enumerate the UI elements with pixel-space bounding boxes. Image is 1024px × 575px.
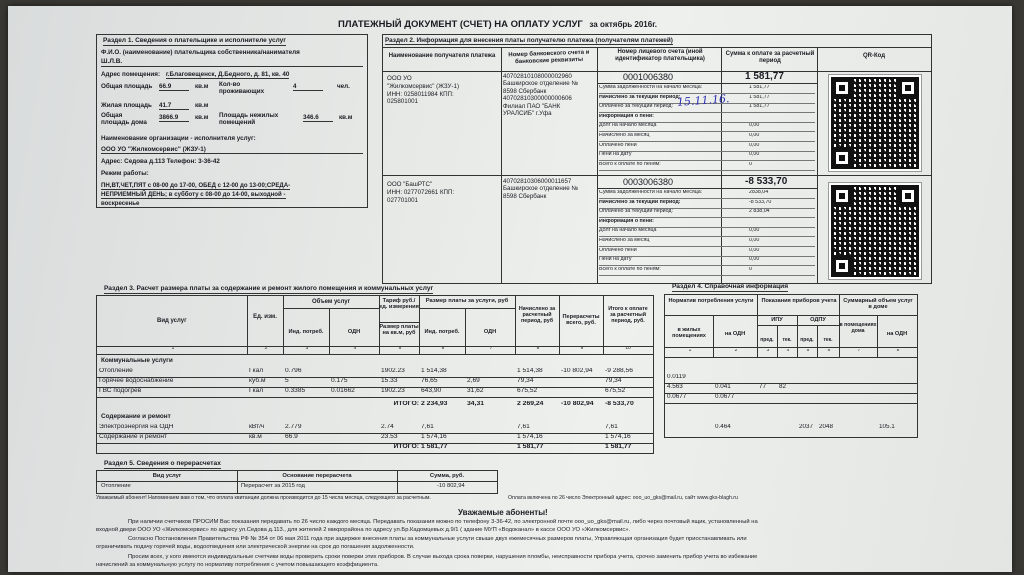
table-cell: 2037 xyxy=(799,424,814,430)
table-cell: кв.м xyxy=(249,434,262,440)
bank-line: УРАЛСИБ" г.Уфа xyxy=(503,110,552,118)
table-cell: 79,34 xyxy=(605,378,622,384)
table-cell: 79,34 xyxy=(517,378,534,384)
detail-value: 2 838,04 xyxy=(749,209,770,215)
col-total-volume-header: Суммарный объем услуг в доме xyxy=(843,298,913,311)
total-value: -8 533,70 xyxy=(605,401,634,407)
section-5-title: Раздел 5. Сведения о перерасчетах xyxy=(104,460,221,467)
detail-label: Начислено за месяц xyxy=(599,133,650,138)
detail-value: 1 581,77 xyxy=(749,85,770,90)
unit-chel: чел. xyxy=(337,83,350,90)
detail-label: Пени на дату xyxy=(599,152,632,158)
recipient-line: ИНН: 0277072661 КПП: xyxy=(387,188,455,196)
table-cell: 1902.23 xyxy=(381,368,405,374)
work-mode-label: Режим работы: xyxy=(101,170,149,177)
note-paragraph: При наличии счетчиков ПРОСИМ Вас показания передавать по 26 число каждого месяца. Передавать показания можно по телефону 3-36-42, по электронной почте ooo_uo_gks@mail.ru, либо через почтовый ящик, установленный на xyxy=(128,519,758,525)
table-cell: 1 574,16 xyxy=(421,434,447,440)
table-cell: 66.9 xyxy=(285,434,298,440)
detail-label: Оплачено за текущий период: xyxy=(599,104,673,110)
detail-label: Оплачено за текущий период: xyxy=(599,209,673,215)
bank-line: Филиал ПАО "БАНК xyxy=(503,102,561,110)
col-pay-header: Размер платы за услуги, руб xyxy=(425,298,509,304)
group-maintenance-title: Содержание и ремонт xyxy=(101,413,171,420)
note-paragraph: Просим всех, у кого имеются индивидуальные счетчики воды проверить сроки поверки этих приборов. В случае выхода срока поверки, нарушения пломбы, неисправности прибора учета, срочно заменить прибор учета во избежание xyxy=(128,554,758,560)
unit-kvm: кв.м xyxy=(195,114,209,121)
column-number: 5 xyxy=(398,347,402,351)
section-1 xyxy=(96,34,368,208)
note-deadline: Уважаемый абонент! Напоминаем вам о том, что оплата квитанции должна производится до 15 числа месяца, следующего за расчетным. xyxy=(96,495,431,501)
detail-value: -8 533,70 xyxy=(749,199,772,205)
org-name: ООО УО "Жилкомсервис" (ЖЗУ-1) xyxy=(101,147,363,154)
detail-value: 1 581,77 xyxy=(749,94,770,100)
section-4-title: Раздел 4. Справочная информация xyxy=(672,283,789,290)
table-cell: 2.74 xyxy=(381,424,394,430)
detail-value: 0,00 xyxy=(749,133,760,138)
col-tariff-header: Тариф руб./ед. измерения xyxy=(379,298,419,311)
unit-kvm: кв.м xyxy=(339,114,353,121)
bank-line: 40702810108000002960 xyxy=(503,73,572,80)
group-utilities-title: Коммунальные услуги xyxy=(101,357,173,364)
note-paragraph: Согласно Постановления Правительства РФ № 354 от 06 мая 2011 года при задержке внесения платы за коммунальные услуги свыше двух ежемесячных размеров платы, Управляющая организация будет приостанавливать или xyxy=(128,536,747,542)
table-cell: 7,61 xyxy=(605,424,618,430)
detail-value: 0,00 xyxy=(749,228,760,234)
section-1-title: Раздел 1. Сведения о плательщике и исполнителе услуг xyxy=(103,37,286,44)
account-number-2: 0003006380 xyxy=(623,177,674,187)
table-cell: 2048 xyxy=(819,424,834,430)
col-total-header: Итого к оплате за расчетный период, руб. xyxy=(608,306,648,325)
detail-label: Оплачено пени xyxy=(599,142,637,148)
note-paragraph: ограничивать подачу горячей воды, водоотведения или электрической энергии на срок до погашения задолженности. xyxy=(96,544,415,550)
column-number: 8 xyxy=(536,347,540,351)
payer-name: Ш.Л.В. xyxy=(101,59,363,67)
table-cell: 15.33 xyxy=(381,378,398,384)
column-number: 1 xyxy=(688,349,692,353)
bank-line: 40702810300000000606 xyxy=(503,95,572,103)
area-house-label: Общая площадь дома xyxy=(101,112,147,126)
sum-to-pay-1: 1 581,77 xyxy=(745,71,784,82)
table-cell: ГВС подогрев xyxy=(99,388,142,394)
table-cell: 7,61 xyxy=(517,424,530,430)
col-odpu: ОДПУ xyxy=(810,317,826,323)
col-volume-odn: ОДН xyxy=(347,329,361,335)
col-sum-header: Сумма к оплате за расчетный период xyxy=(725,51,815,64)
org-address: Адрес: Седова д.113 Телефон: 3-36-42 xyxy=(101,158,220,165)
table-cell: 1902.23 xyxy=(381,388,405,394)
area-total-value: 66.9 xyxy=(159,84,189,91)
s4-electricity-row xyxy=(665,423,917,433)
col-accrued-header: Начислено за расчетный период, руб xyxy=(518,306,556,325)
note-paragraph: начислений за коммунальную услугу по нормативу потребления с учетом повышающего коэффициента. xyxy=(96,562,379,568)
column-number: 4 xyxy=(353,347,357,351)
total-value: 2 269,24 xyxy=(517,401,544,407)
s5-sum: -10 802,94 xyxy=(437,483,465,489)
bank-line: Башкирское отделение № xyxy=(503,185,579,193)
table-cell: Отопление xyxy=(99,368,133,374)
col-meter-header: Показания приборов учета xyxy=(761,298,837,304)
people-label: Кол-во проживающих xyxy=(219,81,265,95)
column-number: 2 xyxy=(264,347,268,351)
bank-line: 8598 Сбербанк xyxy=(503,192,547,200)
column-number: 3 xyxy=(305,347,309,351)
recipient-1 xyxy=(387,75,459,106)
org-label: Наименование организации - исполнителя услуг: xyxy=(101,135,256,142)
table-cell: 1 574,16 xyxy=(605,434,631,440)
table-cell: 0.464 xyxy=(715,424,731,430)
detail-label: Всего к оплате по пеням: xyxy=(599,266,661,272)
table-cell: 643,90 xyxy=(421,388,442,394)
col-total-volume-house: в помещениях дома xyxy=(839,322,877,334)
col-volume-ind: Инд. потреб. xyxy=(288,329,324,335)
table-cell: Гкал xyxy=(249,388,264,394)
table-cell: 0.3385 xyxy=(285,388,306,394)
detail-label: Начислено за текущий период: xyxy=(599,199,681,205)
area-house-value: 3866.9 xyxy=(159,115,189,122)
col-pay-ind: Инд. потреб. xyxy=(424,329,460,335)
detail-value: 0,00 xyxy=(749,142,760,148)
s5-service: Отопление xyxy=(101,483,131,489)
col-odpu-cur: тек. xyxy=(823,337,833,343)
document-title xyxy=(338,20,657,30)
detail-value: 2838,04 xyxy=(749,190,769,195)
column-number: 3 xyxy=(766,349,770,353)
recipient-line: ИНН: 0258011984 КПП: xyxy=(387,90,454,98)
table-cell: Гкал xyxy=(249,368,264,374)
nonres-label: Площадь нежилых помещений xyxy=(219,112,279,126)
column-number: 8 xyxy=(896,349,900,353)
table-cell: 675,52 xyxy=(517,388,538,394)
detail-label: Сумма задолженности на начало месяца: xyxy=(599,85,703,90)
detail-value: 0,00 xyxy=(749,257,760,263)
table-cell: 105.1 xyxy=(879,424,895,430)
table-cell: куб.м xyxy=(249,378,266,384)
account-number-1: 0001006380 xyxy=(623,72,674,82)
section-3-table xyxy=(96,295,654,454)
total-label: ИТОГО: xyxy=(393,444,419,450)
table-cell: 0.0677 xyxy=(667,394,687,400)
table-cell: 2.779 xyxy=(285,424,302,430)
table-cell: 4.563 xyxy=(667,384,683,390)
col-recipient-header: Наименование получателя платежа xyxy=(388,53,496,59)
work-mode-line: НЕПРИЕМНЫЙ ДЕНЬ; в субботу с 08-00 до 14-00, выходной - xyxy=(101,191,286,198)
column-number: 7 xyxy=(857,349,861,353)
recipient-line: ООО УО xyxy=(387,75,412,82)
table-cell: 0.175 xyxy=(331,378,348,384)
column-number: 6 xyxy=(441,347,445,351)
total-value: 1 581,77 xyxy=(605,444,632,450)
total-value: 2 234,93 xyxy=(421,401,448,407)
table-cell: кВт/ч xyxy=(249,424,265,430)
column-number: 9 xyxy=(580,347,584,351)
note-paragraph: входной двери ООО УО «Жилкомсервис» по адресу ул.Седова д.113., для жителей 2 микрорайона по адресу ул.Бр.Кадомцевых д.9/1 ( здание МУП «Водоканал» в кассе ООО УО «Жилкомсервис». xyxy=(96,527,631,533)
address-value: г.Благовещенск, Д.Бедного, д. 81, кв. 40 xyxy=(165,71,290,78)
row-divider xyxy=(97,397,653,398)
total-value: 1 581,77 xyxy=(517,444,544,450)
table-cell: 76,65 xyxy=(421,378,438,384)
section-2-title: Раздел 2. Информация для внесения платы получателю платежа (получателям платежей) xyxy=(385,37,673,44)
table-cell: 0.0119 xyxy=(667,374,686,380)
table-cell: 0.01662 xyxy=(331,388,355,394)
detail-divider xyxy=(599,170,815,171)
table-cell: 1 574,16 xyxy=(517,434,543,440)
table-cell: 7,61 xyxy=(421,424,434,430)
table-cell: 31,62 xyxy=(467,388,484,394)
col-norm-odn: на ОДН xyxy=(724,331,746,337)
table-cell: Электроэнергия на ОДН xyxy=(99,424,174,430)
row-divider xyxy=(665,403,917,404)
address-row xyxy=(101,72,289,78)
table-cell: Горячее водоснабжение xyxy=(99,378,174,384)
total-label: ИТОГО: xyxy=(393,401,419,407)
recipient-line: ООО "БашРТС" xyxy=(387,181,433,188)
detail-label: Оплачено пени xyxy=(599,247,637,253)
s4-column-numbers xyxy=(665,348,917,356)
col-recalc-header: Перерасчеты всего, руб. xyxy=(562,314,600,327)
col-bank-header: Номер банковского счета и банковские реквизиты xyxy=(508,49,590,66)
table-cell: 0.796 xyxy=(285,368,302,374)
detail-value: 0,00 xyxy=(749,247,760,253)
address-label: Адрес помещения: xyxy=(101,71,161,78)
recipient-2 xyxy=(387,181,454,204)
col-ipu-prev: пред. xyxy=(760,337,774,343)
col-ipu-cur: тек. xyxy=(782,337,792,343)
table-cell: 1 514,38 xyxy=(421,368,447,374)
table-cell: 77 xyxy=(759,384,767,390)
detail-value: 0 xyxy=(749,266,752,272)
column-number: 1 xyxy=(171,347,175,351)
bank-line: 8598 Сбербанк xyxy=(503,87,547,95)
people-value: 4 xyxy=(293,84,323,91)
detail-label: Информация о пени: xyxy=(599,218,654,224)
handwritten-date: 15.11.16. xyxy=(676,92,730,109)
maintenance-total-row xyxy=(97,443,653,453)
column-numbers xyxy=(97,346,653,354)
bank-line: 40702810306000011657 xyxy=(503,178,572,185)
work-mode-line: ПН,ВТ,ЧЕТ,ПЯТ с 08-00 до 17-00, ОБЕД с 12-00 до 13-00;СРЕДА- xyxy=(101,182,291,189)
col-norm-header: Норматив потребления услуги xyxy=(668,298,754,304)
s5-col-reason: Основание перерасчета xyxy=(282,473,352,479)
column-number: 4 xyxy=(786,349,790,353)
column-number: 10 xyxy=(625,347,631,351)
col-unit-header: Ед. изм. xyxy=(253,314,277,320)
payer-label: Ф.И.О. (наименование) плательщика собственника/нанимателя xyxy=(101,49,300,56)
table-cell: 2,69 xyxy=(467,378,480,384)
document-title-text: ПЛАТЕЖНЫЙ ДОКУМЕНТ (СЧЕТ) НА ОПЛАТУ УСЛУГ xyxy=(338,19,583,30)
s5-col-service: Вид услуг xyxy=(152,473,182,479)
s5-col-sum: Сумма, руб. xyxy=(429,473,465,479)
section-5-table xyxy=(96,470,498,494)
table-cell: Содержание и ремонт xyxy=(99,434,168,440)
section-3-title: Раздел 3. Расчет размера платы за содержание и ремонт жилого помещения и коммунальных услуг xyxy=(104,285,434,292)
recipient-line: "Жилкомсервис" (ЖЗУ-1) xyxy=(387,82,460,90)
bank-1 xyxy=(503,73,578,118)
table-cell: 0.0677 xyxy=(715,394,735,400)
detail-label: Всего к оплате по пеням: xyxy=(599,161,661,167)
col-total-volume-odn: на ОДН xyxy=(886,331,908,337)
nonres-value: 346.6 xyxy=(303,115,333,122)
recipient-line: 027701001 xyxy=(387,196,418,204)
table-cell: 1 514,38 xyxy=(517,368,543,374)
unit-kvm: кв.м xyxy=(195,102,209,109)
detail-label: Начислено за текущий период: xyxy=(599,94,681,100)
column-number: 5 xyxy=(806,349,810,353)
total-value: 34,31 xyxy=(467,401,485,407)
detail-label: Долг на начало месяца xyxy=(599,123,657,129)
unit-kvm: кв.м xyxy=(195,83,209,90)
col-volume-header: Объем услуг xyxy=(311,299,351,305)
detail-label: Пени на дату xyxy=(599,257,632,263)
notes-greeting: Уважаемые абоненты! xyxy=(458,508,548,517)
col-ipu: ИПУ xyxy=(771,317,783,323)
detail-label: Начислено за месяц xyxy=(599,238,650,243)
note-contacts: Оплата включена по 26 число Электронный адрес: ooo_uo_gks@mail.ru, сайт www.gks-blagh.ru xyxy=(508,495,738,501)
table-cell: -10 802,94 xyxy=(561,368,593,374)
section-2 xyxy=(382,34,932,284)
detail-value: 0,00 xyxy=(749,123,760,129)
qr-code-2 xyxy=(829,183,921,279)
table-cell: 0.041 xyxy=(715,384,731,390)
section-4-table xyxy=(664,294,918,438)
detail-label: Сумма задолженности на начало месяца: xyxy=(599,190,703,195)
detail-divider xyxy=(599,275,815,276)
detail-value: 0 xyxy=(749,161,752,167)
col-pay-odn: ОДН xyxy=(483,329,497,335)
recipient-line: 025801001 xyxy=(387,98,418,106)
detail-value: 0,00 xyxy=(749,152,760,158)
detail-label: Долг на начало месяца xyxy=(599,228,657,234)
area-living-label: Жилая площадь xyxy=(101,102,152,109)
payment-document xyxy=(8,6,1012,572)
total-value: -10 802,94 xyxy=(561,401,594,407)
total-value: 1 581,77 xyxy=(421,444,448,450)
col-qr-header: QR-Код xyxy=(862,53,886,59)
col-odpu-prev: пред. xyxy=(800,337,814,343)
table-cell: 5 xyxy=(285,378,289,384)
area-living-value: 41.7 xyxy=(159,103,189,110)
column-number: 2 xyxy=(734,349,738,353)
detail-label: Информация о пени: xyxy=(599,113,654,119)
col-norm-living: в жилых помещениях xyxy=(672,327,706,340)
column-number: 6 xyxy=(827,349,831,353)
column-number: 7 xyxy=(489,347,493,351)
work-mode-line: воскресенье xyxy=(101,200,140,207)
col-account-header: Номер лицевого счета (иной идентификатор плательщика) xyxy=(615,49,705,62)
detail-value: 0,00 xyxy=(749,238,760,243)
table-cell: 82 xyxy=(779,384,787,390)
col-tariff-sub: Размер платы на кв.м, руб xyxy=(379,324,419,337)
area-total-label: Общая площадь xyxy=(101,83,153,90)
col-service-header: Вид услуг xyxy=(157,318,187,324)
table-cell: 675,52 xyxy=(605,388,626,394)
bank-2 xyxy=(503,178,578,200)
table-cell: 23.53 xyxy=(381,434,398,440)
sum-to-pay-2: -8 533,70 xyxy=(745,176,788,187)
bank-line: Башкирское отделение № xyxy=(503,80,579,88)
detail-value: 1 581,77 xyxy=(749,104,770,110)
table-cell: -9 288,56 xyxy=(605,368,633,374)
utilities-total-row xyxy=(97,400,653,410)
s5-reason: Перерасчет за 2015 год xyxy=(241,483,305,489)
qr-code-1 xyxy=(829,75,921,171)
document-period: за октябрь 2016г. xyxy=(589,20,657,29)
